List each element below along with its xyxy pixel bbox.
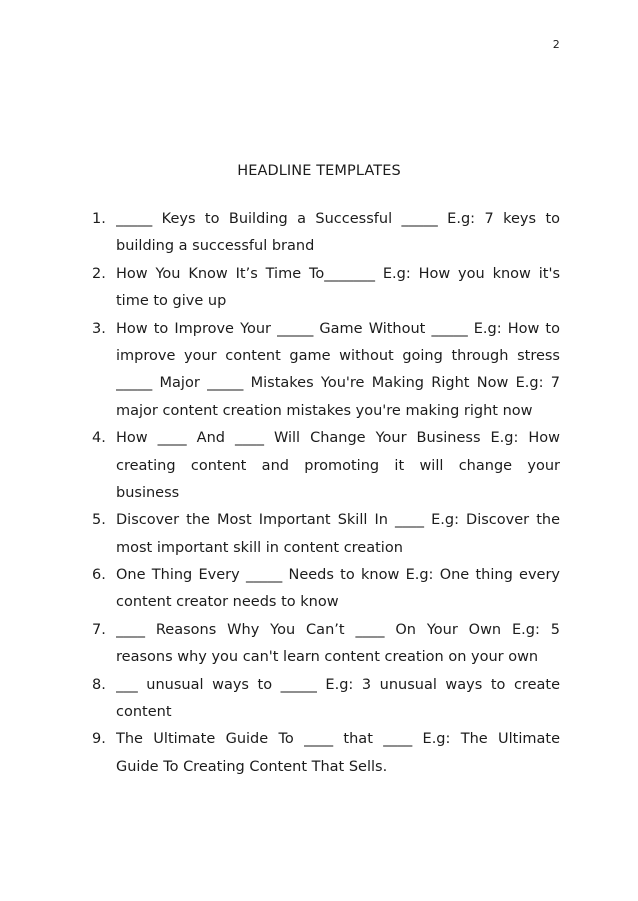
- list-item-text-line: _____ Keys to Building a Successful _____ E.g: 7 keys to: [116, 211, 560, 227]
- list-item-text-line: time to give up: [116, 293, 227, 310]
- list-item: [92, 206, 560, 261]
- list-item: [92, 316, 560, 426]
- list-item-number: 4.: [92, 430, 106, 447]
- list-item-text-line: content creator needs to know: [116, 594, 339, 611]
- list-item-text-line: The Ultimate Guide To ____ that ____ E.g: The Ultimate: [116, 731, 560, 748]
- list-item-text-line: building a successful brand: [116, 238, 315, 255]
- list-item-number: 8.: [92, 676, 106, 693]
- list-item-text-line: How You Know It’s Time To_______ E.g: How you know it's: [116, 265, 560, 282]
- headline-template-list: [92, 206, 560, 781]
- list-item-text-line: One Thing Every _____ Needs to know E.g: One thing every: [116, 567, 560, 584]
- list-item-text-line: creating content and promoting it will change your: [116, 457, 560, 474]
- list-item-number: 1.: [92, 211, 106, 227]
- list-item-text-line: ___ unusual ways to _____ E.g: 3 unusual ways to create: [116, 676, 560, 693]
- list-item-text-line: content: [116, 704, 172, 721]
- list-item-number: 2.: [92, 265, 106, 282]
- list-item-number: 5.: [92, 512, 106, 529]
- list-item-text-line: How to Improve Your _____ Game Without _____ E.g: How to: [116, 320, 560, 337]
- list-item: [92, 507, 560, 562]
- page-title: HEADLINE TEMPLATES: [237, 163, 401, 179]
- list-item: [92, 261, 560, 316]
- page-number: 2: [552, 38, 560, 51]
- list-item: [92, 726, 560, 781]
- list-item-text-line: _____ Major _____ Mistakes You're Making Right Now E.g: 7: [116, 375, 560, 392]
- list-item: [92, 672, 560, 727]
- list-item: [92, 617, 560, 672]
- list-item-text-line: major content creation mistakes you're making right now: [116, 402, 533, 419]
- list-item-number: 3.: [92, 320, 106, 337]
- list-item: [92, 425, 560, 507]
- list-item-text-line: ____ Reasons Why You Can’t ____ On Your Own E.g: 5: [116, 621, 560, 638]
- list-item-text-line: most important skill in content creation: [116, 539, 403, 556]
- list-item-text-line: business: [116, 484, 180, 501]
- list-item-text-line: Guide To Creating Content That Sells.: [116, 758, 388, 775]
- list-item: [92, 562, 560, 617]
- list-item-number: 6.: [92, 567, 106, 584]
- list-item-text-line: reasons why you can't learn content creation on your own: [116, 649, 539, 666]
- list-item-text-line: improve your content game without going through stress: [116, 347, 560, 364]
- list-item-number: 7.: [92, 621, 106, 638]
- list-item-number: 9.: [92, 731, 106, 748]
- list-item-text-line: How ____ And ____ Will Change Your Business E.g: How: [116, 430, 560, 447]
- list-item-text-line: Discover the Most Important Skill In ____ E.g: Discover the: [116, 512, 560, 529]
